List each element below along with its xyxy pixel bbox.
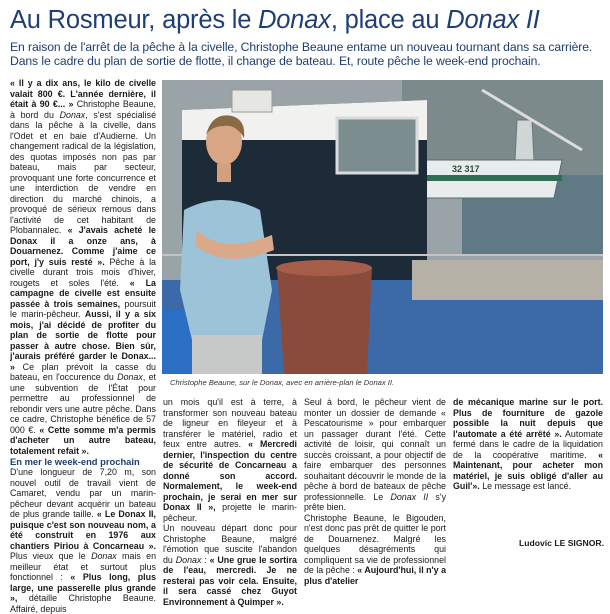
rust-barrel <box>277 268 372 374</box>
paragraph-pescatourisme <box>304 397 446 513</box>
paragraph-new-start <box>163 523 297 607</box>
headline-part3: , place au <box>330 6 447 34</box>
boat-name: Donax <box>59 109 86 120</box>
text: Seul à bord, le pêcheur vient de monter un dossier de demande « Pescatourisme » pour embarquer un passager durant l'été. Cette activité de loisir, qui connaît un succès croissant, a pour objectif de faire embarquer des personnes souhaitant découvrir le monde de la pêche à bord de bateaux de pêche professionnelle. Le <box>304 397 446 502</box>
text: Christophe Beaune, à bord du <box>10 99 156 120</box>
quote: « J'avais acheté le Donax il a onze ans, à Douarnenez. Comme j'aime ce port, j'y suis resté ». <box>10 225 156 267</box>
text: Christophe Beaune, le Bigouden, n'est donc pas prêt de quitter le port de Douarnenez. Malgré les quelques désagréments qui compliquent sa vie de professionnel de la pêche : <box>304 512 446 575</box>
text: s'y prête bien. <box>304 491 446 512</box>
article-photo <box>162 80 603 374</box>
photo-caption: Christophe Beaune, sur le Donax, avec en arrière-plan le Donax II. <box>170 378 395 387</box>
headline-part1: Au Rosmeur, après le <box>10 6 259 34</box>
quote: « Plus long, plus large, une passerelle plus grande », <box>10 572 156 603</box>
text: , et une subvention de l'État pour permettre au professionnel de rebondir vers une autre pêche. Dans ce cadre, Christophe bénéfice de 57 000 €. <box>10 372 156 435</box>
article-column-2 <box>163 397 297 607</box>
article-column-1 <box>10 78 157 614</box>
cabin-roof-box <box>232 90 272 112</box>
headline-new-boat-name: Donax II <box>446 6 540 34</box>
text: : <box>201 554 210 565</box>
paragraph-intro <box>10 78 156 456</box>
rust-barrel-rim <box>276 260 372 276</box>
quote: « Maintenant, pour acheter mon matériel, je suis obligé d'aller au Guil'». <box>453 449 603 491</box>
text: Plus vieux que le <box>10 551 92 561</box>
text: Le message est lancé. <box>479 481 572 491</box>
headline-boat-name: Donax <box>258 6 331 34</box>
article-standfirst: En raison de l'arrêt de la pêche à la civelle, Christophe Beaune entame un nouveau tournant dans sa carrière. Dans le cadre du plan de sortie de flotte, il change de bateau. Et, route pêche le week-end prochain. <box>10 40 593 68</box>
quote: « Mercredi dernier, l'inspection du centre de sécurité de Concarneau a donné son accord. Normalement, le week-end prochain, je serai en mer sur Donax II », <box>163 439 297 512</box>
fisherman-neck <box>217 164 231 182</box>
boat-name: Donax <box>117 372 143 382</box>
quote: « Aujourd'hui, il n'y a plus d'atelier <box>304 565 446 586</box>
text: un mois qu'il est à terre, à transformer son nouveau bateau de ligneur en fileyeur et à transférer le matériel, radio et feux entre autres. <box>163 397 297 449</box>
text: D'une longueur de 7,20 m, son nouvel outil de travail vient de Camaret, vendu par un marin-pêcheur devant acquérir un bateau de plus grande taille. <box>10 467 156 519</box>
text: projette le marin-pêcheur. <box>163 502 297 523</box>
cabin-window <box>337 118 417 173</box>
article-column-3 <box>304 397 446 586</box>
quote: « Le Donax II, puisque c'est son nouveau nom, a été construit en 1976 aux chantiers Piriou à Concarneau ». <box>10 509 156 551</box>
fisherman-trousers <box>192 335 262 374</box>
quote: « La campagne de civelle est ensuite passée à trois semaines, <box>10 277 156 309</box>
boat-name: Donax <box>91 551 117 561</box>
photo-illustration <box>162 80 603 374</box>
text: Ce plan prévoit la casse du bateau, en l'occurence du <box>10 361 156 382</box>
fisherman-tshirt <box>180 200 272 340</box>
text: poursuit le marin-pêcheur. <box>10 298 156 319</box>
text: Pêche à la civelle durant trois mois d'hiver, rougets et soles l'été. <box>10 256 156 288</box>
text: mais en meilleur état et surtout plus fonctionnel : <box>10 551 157 582</box>
paragraph-new-boat <box>10 467 156 614</box>
text: Automate fermé dans le cadre de la liquidation de la coopérative maritime. <box>453 428 603 460</box>
section-subhead: En mer le week-end prochain <box>10 456 140 467</box>
paragraph-douarnenez <box>304 513 446 587</box>
quote: « Une grue le sortira de l'eau, mercredi. Je ne resterai pas voir cela. Ensuite, il sera cassé chez Guyot Environnement à Quimper ». <box>163 554 297 607</box>
quote: « Cette somme m'a permis d'acheter un autre bateau, totalement refait ». <box>10 424 156 456</box>
paragraph-inspection <box>163 397 297 523</box>
text: détaille Christophe Beaune. Affairé, depuis <box>10 593 156 614</box>
background-boat-stripe <box>412 175 562 181</box>
hull-number: 32 317 <box>452 164 480 174</box>
deck-gunwale <box>412 260 603 300</box>
background-boat-cabin <box>515 120 534 160</box>
quote-price: « Il y a dix ans, le kilo de civelle valait 800 €. L'année dernière, il était à 90 €... » <box>10 78 156 109</box>
text: , s'est spécialisé dans la pêche à la civelle, dans l'Odet et en baie d'Audierne. Un changement radical de la législation, des quotas imposés non pas par bateau, mais par secteur, provoquant une forte concurrence et une interdiction de vendre en direction du marché chinois, a provoqué de sérieux remous dans l'activité de cet habitant de Plobannalec. <box>10 109 157 235</box>
quote: Aussi, il y a six mois, j'ai décidé de profiter du plan de sortie de flotte pour passer à autre chose. Bien sûr, j'aurais préféré garder le Donax... » <box>10 309 156 372</box>
boat-name: Donax II <box>390 491 429 502</box>
boat-name: Donax <box>175 554 202 565</box>
text: Un nouveau départ donc pour Christophe Beaune, malgré l'émotion que suscite l'abandon du <box>163 523 297 565</box>
author-signature: Ludovic LE SIGNOR. <box>519 538 604 548</box>
quote: de mécanique marine sur le port. Plus de fourniture de gazole possible la nuit depuis que l'automate a été arrêté ». <box>453 397 603 439</box>
article-headline <box>10 4 602 36</box>
paragraph-conclusion <box>453 397 603 492</box>
